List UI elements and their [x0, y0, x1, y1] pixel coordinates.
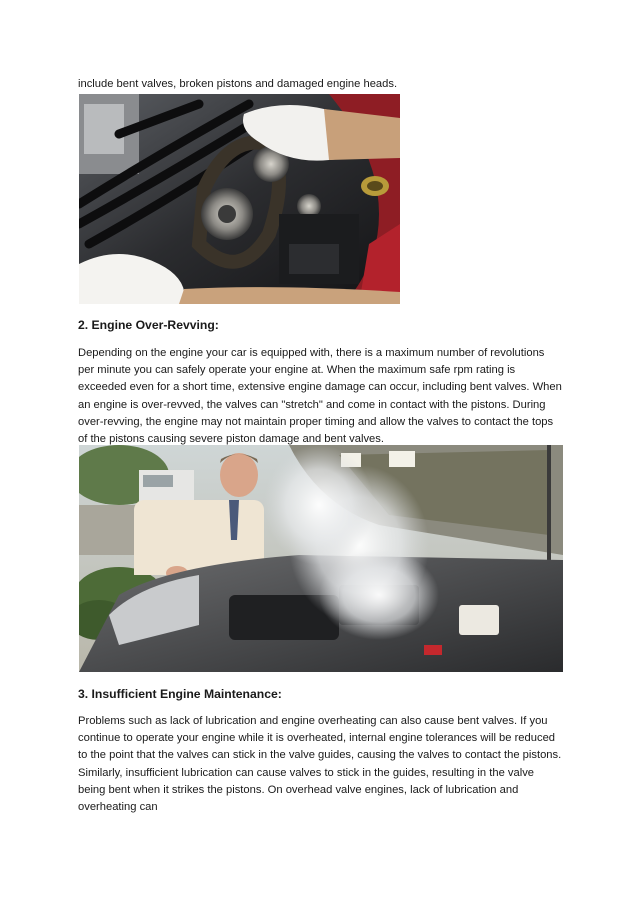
intro-line: include bent valves, broken pistons and damaged engine heads.: [78, 78, 398, 90]
overheating-engine-photo: [79, 445, 563, 672]
section-2-paragraph: Depending on the engine your car is equipped with, there is a maximum number of revolutions per minute you can safely operate your engine at. When the maximum safe rpm rating is exceeded even for a short time, extensive engine damage can occur, including bent valves. When an engine is over-revved, the valves can "stretch" and come in contact with the pistons. During over-revving, the engine may not maintain proper timing and allow the valves to contact the tops of the pistons causing severe piston damage and bent valves.: [78, 347, 562, 446]
section-3-paragraph: Problems such as lack of lubrication and engine overheating can also cause bent valves. If you continue to operate your engine while it is overheated, internal engine tolerances will be reduced to the point that the valves can stick in the valve guides, causing the valves to contact the pistons. Similarly, insufficient lubrication can cause valves to stick in the guides, resulting in the valve being bent when it strikes the pistons. On overhead valve engines, lack of lubrication and overheating can: [78, 715, 562, 814]
section-3-heading: 3. Insufficient Engine Maintenance:: [78, 687, 282, 701]
engine-timing-belt-photo: [79, 94, 400, 304]
section-2-heading: 2. Engine Over-Revving:: [78, 318, 219, 332]
